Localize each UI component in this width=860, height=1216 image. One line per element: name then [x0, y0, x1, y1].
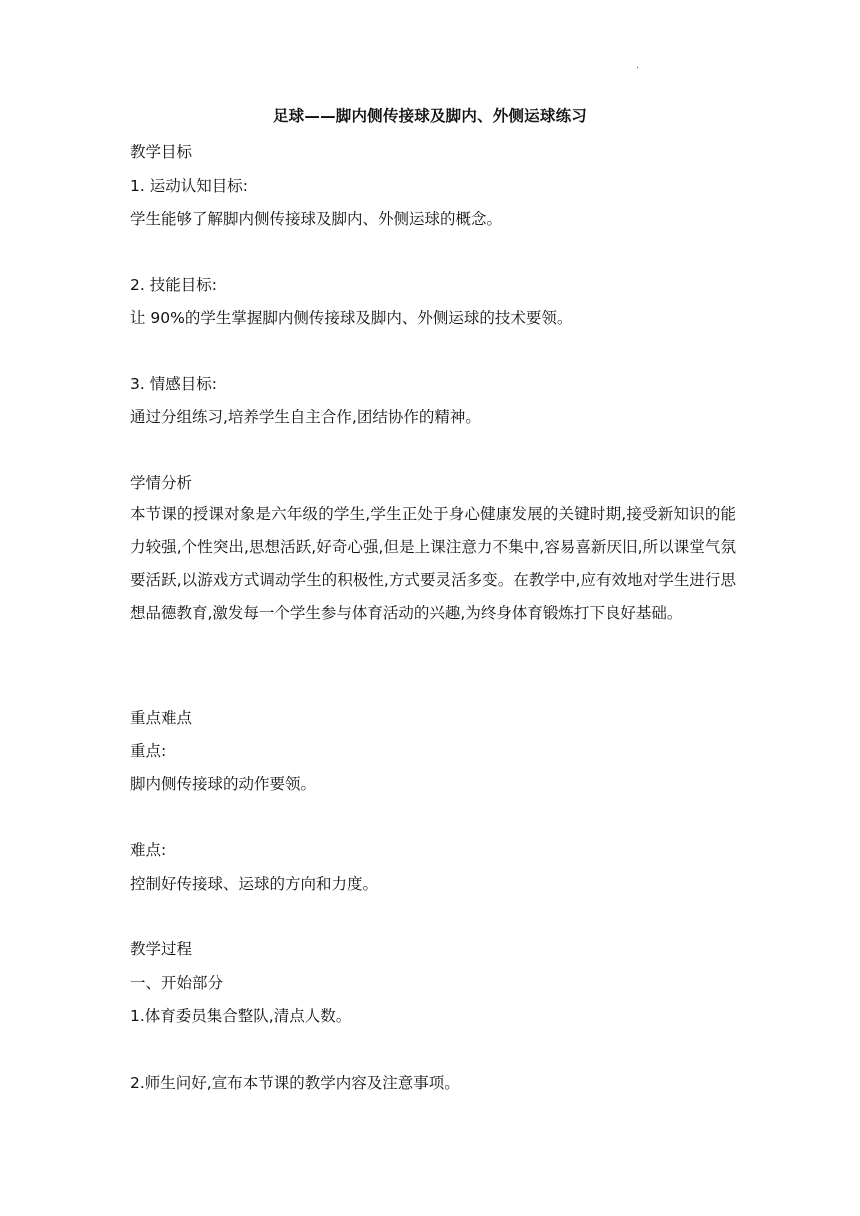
process-step-1: 1.体育委员集合整队,清点人数。	[130, 1007, 352, 1025]
key-point-text: 脚内侧传接球的动作要领。	[130, 775, 317, 793]
analysis-heading: 学情分析	[130, 474, 193, 492]
process-step-2: 2.师生问好,宣布本节课的教学内容及注意事项。	[130, 1074, 460, 1092]
goal-1-text: 学生能够了解脚内侧传接球及脚内、外侧运球的概念。	[130, 210, 503, 228]
goal-3-text: 通过分组练习,培养学生自主合作,团结协作的精神。	[130, 408, 481, 426]
difficulty-label: 难点:	[130, 841, 167, 859]
process-heading: 教学过程	[130, 940, 193, 958]
key-points-heading: 重点难点	[130, 709, 193, 727]
goal-2-text: 让 90%的学生掌握脚内侧传接球及脚内、外侧运球的技术要领。	[130, 309, 573, 327]
goals-heading: 教学目标	[130, 143, 193, 161]
goal-1-label: 1. 运动认知目标:	[130, 177, 248, 195]
document-title: 足球——脚内侧传接球及脚内、外侧运球练习	[272, 107, 587, 125]
header-mark: .	[636, 60, 640, 71]
goal-2-label: 2. 技能目标:	[130, 276, 217, 294]
difficulty-text: 控制好传接球、运球的方向和力度。	[130, 875, 379, 893]
process-part-1: 一、开始部分	[130, 974, 224, 992]
goal-3-label: 3. 情感目标:	[130, 375, 217, 393]
analysis-paragraph: 本节课的授课对象是六年级的学生,学生正处于身心健康发展的关键时期,接受新知识的能力较强,个性突出,思想活跃,好奇心强,但是上课注意力不集中,容易喜新厌旧,所以课堂气氛要活跃,以游戏方式调动学生的积极性,方式要灵活多变。在教学中,应有效地对学生进行思想品德教育,激发每一个学生参与体育活动的兴趣,为终身体育锻炼打下良好基础。	[130, 505, 736, 622]
key-point-label: 重点:	[130, 742, 167, 760]
